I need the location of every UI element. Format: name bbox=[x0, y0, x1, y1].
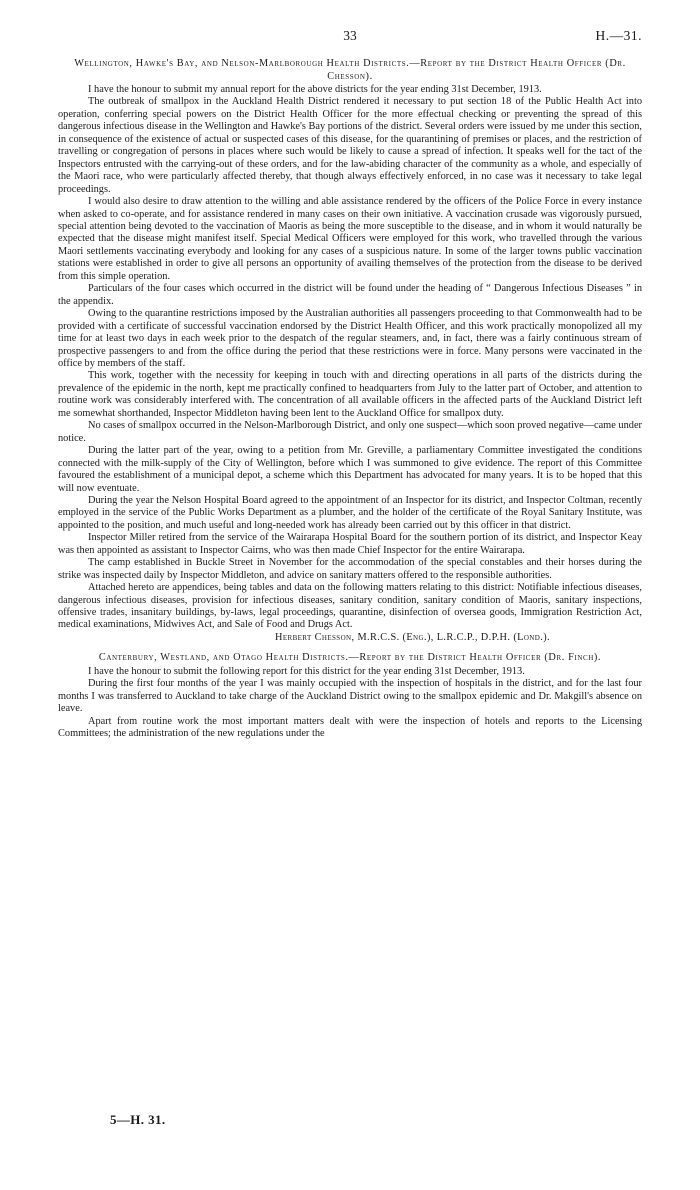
paragraph: I have the honour to submit my annual report for the above districts for the year ending 31st December, 1913. bbox=[88, 84, 542, 95]
paragraph: The camp established in Buckle Street in November for the accommodation of the special constables and their horses during the strike was inspected daily by Inspector Middleton, and advice on sanitary matters offered to the responsible authorities. bbox=[58, 557, 642, 581]
paragraph: Apart from routine work the most important matters dealt with were the inspection of hotels and reports to the Licensing Committees; the administration of the new regulations under the bbox=[58, 715, 642, 740]
paragraph: During the latter part of the year, owing to a petition from Mr. Greville, a parliamentary Committee investigated the conditions connected with the milk-supply of the City of Wellington, before which I was summoned to give evidence. The report of this Committee favoured the establishment of a municipal depot, a scheme which this Department has advocated for many years. It is to be hoped that this will now eventuate. bbox=[58, 445, 642, 494]
paragraph: I have the honour to submit the following report for this district for the year ending 31st December, 1913. bbox=[88, 665, 525, 677]
paper-reference: H.—31. bbox=[595, 28, 642, 43]
paragraph: The outbreak of smallpox in the Auckland Health District rendered it necessary to put section 18 of the Public Health Act into operation, conferring special powers on the District Health Officer for the more effectual checking or preventing the spread of this dangerous infectious disease in the Wellington and Hawke's Bay portions of the district. Several orders were issued by me under this section, in consequence of the existence of actual or suspected cases of this disease, for the quarantining of premises or places, and the restriction of travelling or congregation of persons in places where such would be likely to cause a spread of infection. It speaks well for the tact of the Inspectors entrusted with the carrying-out of these orders, and for the law-abiding character of the community as a whole, and especially of the Maori race, who were particularly affected thereby, that though always effectively enforced, in no case was it necessary to take legal proceedings. bbox=[58, 96, 642, 195]
paragraph: During the year the Nelson Hospital Board agreed to the appointment of an Inspector for its district, and Inspector Coltman, recently employed in the service of the Public Works Department as a plumber, and the holder of the certificate of the Royal Sanitary Institute, was appointed to the position, and much useful and long-needed work has already been carried out by this officer in that district. bbox=[58, 494, 642, 531]
paragraph: Particulars of the four cases which occurred in the district will be found under the heading of “ Dangerous Infectious Diseases ” in the appendix. bbox=[58, 283, 642, 307]
page-header bbox=[58, 28, 642, 52]
section-heading: Canterbury, Westland, and Otago Health Districts.—Report by the District Health Officer (Dr. Finch). bbox=[98, 652, 602, 664]
section-canterbury-report bbox=[58, 652, 642, 740]
section-wellington-report bbox=[58, 58, 642, 644]
paragraph: This work, together with the necessity for keeping in touch with and directing operations in all parts of the districts during the prevalence of the epidemic in the north, kept me practically confined to headquarters from July to the latter part of October, and attention to routine work was considerably interfered with. The concentration of all available officers in the affected parts of the Auckland District left me somewhat shorthanded, Inspector Middleton having been lent to the Auckland Office for smallpox duty. bbox=[58, 370, 642, 419]
paragraph: Attached hereto are appendices, being tables and data on the following matters relating to this district: Notifiable infectious diseases, dangerous infectious diseases, provision for infectious diseases, sanitary condition, sanitary condition of Maoris, sanitary inspections, offensive trades, insanitary buildings, by-laws, legal proceedings, quarantine, disinfection of oversea goods, Immigration Restriction Act, medical examinations, Midwives Act, and Sale of Food and Drugs Act. bbox=[58, 582, 642, 631]
page-number: 33 bbox=[343, 28, 357, 43]
document-page bbox=[58, 28, 642, 741]
signature-mark: 5—H. 31. bbox=[110, 1112, 166, 1127]
paragraph: Owing to the quarantine restrictions imposed by the Australian authorities all passengers proceeding to that Commonwealth had to be provided with a certificate of successful vaccination endorsed by the District Health Officer, and this work practically monopolized all my time for at least two days in each week prior to the despatch of the regular steamers, and, in fact, there was a fairly continuous stream of prospective passengers to and from the office during the period that these restrictions were in force. Many persons were vaccinated in the office by members of the staff. bbox=[58, 308, 642, 369]
author-signature: Herbert Chesson, M.R.C.S. (Eng.), L.R.C.P., D.P.H. (Lond.). bbox=[274, 631, 550, 643]
paragraph: Inspector Miller retired from the service of the Wairarapa Hospital Board for the southern portion of its district, and Inspector Keay was then appointed as assistant to Inspector Cairns, who was then made Chief Inspector for the entire Wairarapa. bbox=[58, 532, 642, 556]
paragraph: I would also desire to draw attention to the willing and able assistance rendered by the officers of the Police Force in every instance when asked to co-operate, and for assistance rendered in many cases on their own initiative. A vaccination crusade was vigorously pursued, special attention being devoted to the vaccination of Maoris as being the more susceptible to the disease, and in whom it would naturally be expected that the disease might manifest itself. Special Medical Officers were employed for this work, who travelled through the various Maori settlements vaccinating everybody and looking for any cases of a suspicious nature. In some of the larger towns public vaccination stations were established in order to give all persons an opportunity of availing themselves of the protection from the disease to be derived from this simple operation. bbox=[58, 196, 642, 282]
paragraph: No cases of smallpox occurred in the Nelson-Marlborough District, and only one suspect—which soon proved negative—came under notice. bbox=[58, 420, 642, 444]
section-heading: Wellington, Hawke's Bay, and Nelson-Marlborough Health Districts.—Report by the District Health Officer (Dr. Chesson). bbox=[74, 58, 626, 82]
paragraph: During the first four months of the year I was mainly occupied with the inspection of hospitals in the district, and for the last four months I was transferred to Auckland to take charge of the Auckland District owing to the smallpox epidemic and Dr. Makgill's absence on leave. bbox=[58, 678, 642, 715]
